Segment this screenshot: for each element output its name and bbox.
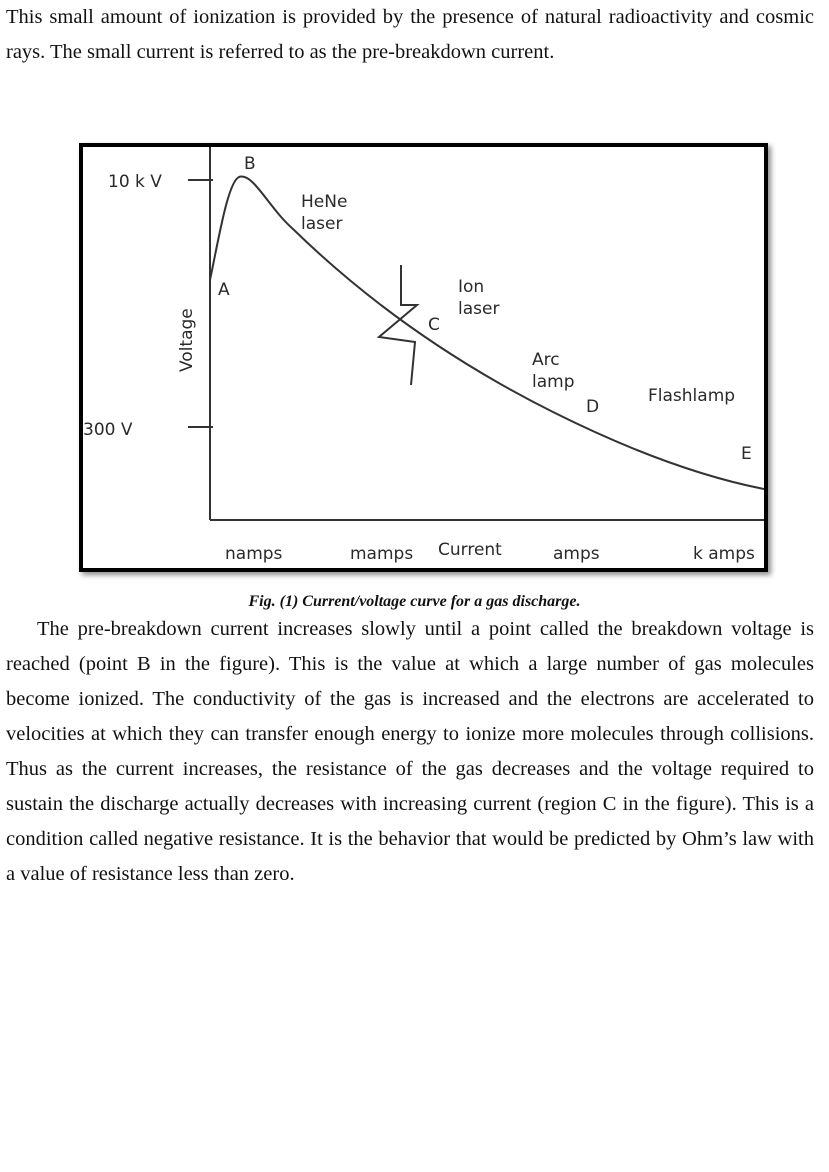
x-tick-label-kamps: k amps — [693, 544, 755, 564]
point-label-d: D — [586, 397, 600, 417]
region-label-ion-laser: laser — [458, 299, 500, 319]
region-label-ion: Ion — [458, 277, 485, 297]
point-label-e: E — [741, 444, 752, 464]
x-tick-label-namps: namps — [225, 544, 283, 564]
region-label-arc: Arc — [532, 350, 560, 370]
x-axis-label: Current — [438, 540, 502, 560]
discharge-curve — [210, 177, 764, 489]
region-label-hene-laser: laser — [301, 214, 343, 234]
intro-paragraph: This small amount of ionization is provided by the presence of natural radioactivity and cosmic rays. The small current is referred to as the pre-breakdown current. — [6, 6, 814, 63]
region-label-hene: HeNe — [301, 192, 348, 212]
y-axis-label: Voltage — [177, 308, 197, 372]
point-label-a: A — [218, 280, 230, 300]
figure-frame — [79, 143, 768, 572]
figure-caption: Fig. (1) Current/voltage curve for a gas discharge. — [248, 593, 581, 610]
point-label-c: C — [428, 315, 440, 335]
body-paragraph: The pre-breakdown current increases slowly until a point called the breakdown voltage is reached (point B in the figure). This is the value at which a large number of gas molecules become ionized. The conductivity of the gas is increased and the electrons are accelerated to velocities at which they can transfer enough energy to ionize more molecules through collisions. Thus as the current increases, the resistance of the gas decreases and the voltage required to sustain the discharge actually decreases with increasing current (region C in the figure). This is a condition called negative resistance. It is the behavior that would be predicted by Ohm’s law with a value of resistance less than zero. — [6, 618, 814, 885]
voltage-current-chart — [83, 147, 764, 568]
x-tick-label-amps: amps — [553, 544, 600, 564]
region-label-arc-lamp: lamp — [532, 372, 575, 392]
y-tick-label-300v: 300 V — [83, 420, 133, 440]
region-label-flashlamp: Flashlamp — [648, 386, 736, 406]
x-tick-label-mamps: mamps — [350, 544, 414, 564]
y-tick-label-10kv: 10 k V — [108, 172, 162, 192]
ion-laser-marker — [379, 265, 417, 385]
point-label-b: B — [244, 154, 256, 174]
